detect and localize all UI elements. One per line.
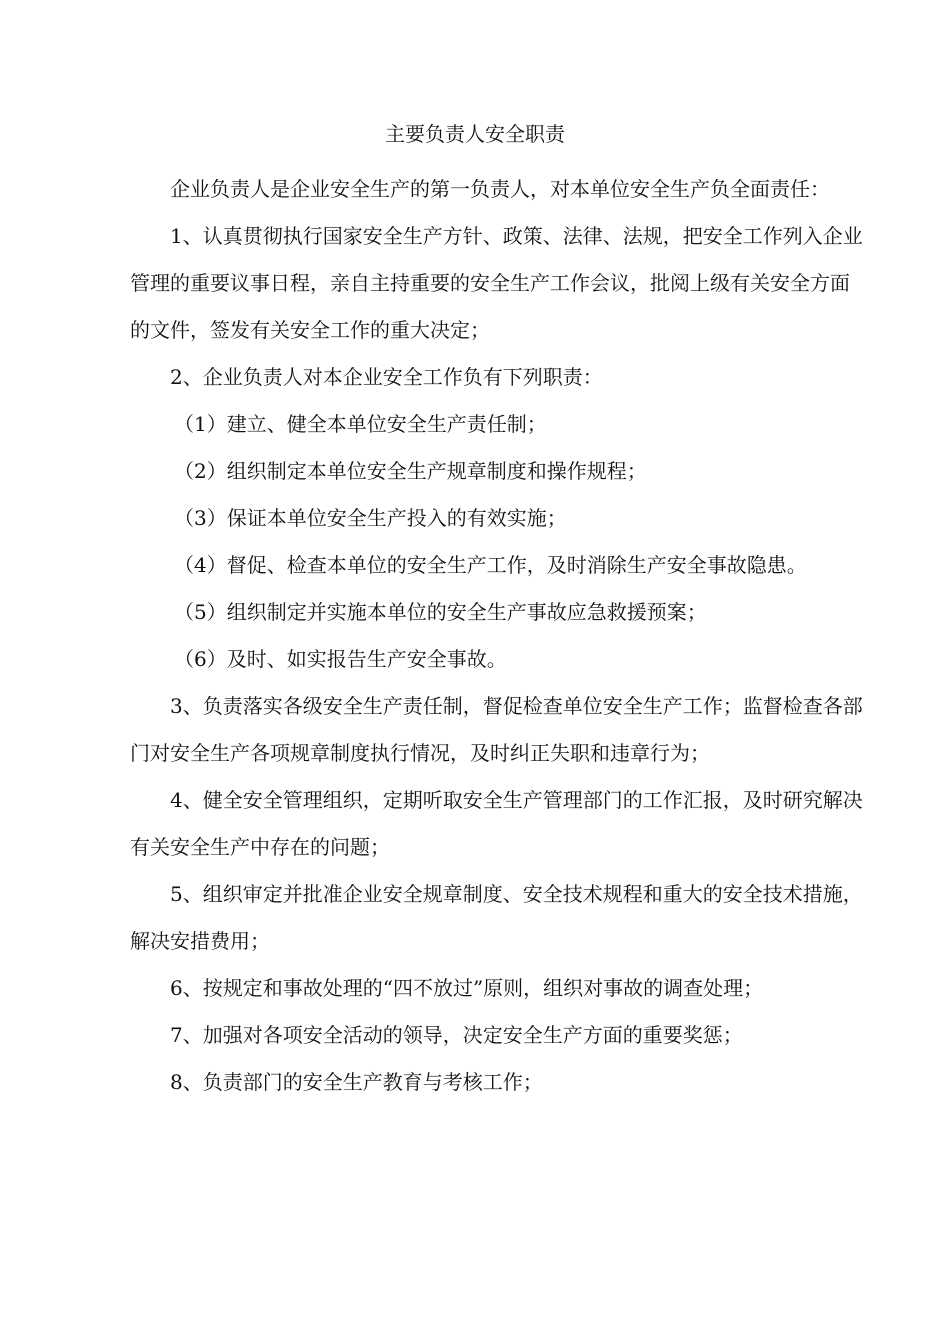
- intro-paragraph: 企业负责人是企业安全生产的第一负责人，对本单位安全生产负全面责任：: [170, 177, 830, 201]
- clause-8: 8、负责部门的安全生产教育与考核工作；: [170, 1070, 543, 1094]
- sub-item-2: （2）组织制定本单位安全生产规章制度和操作规程；: [174, 459, 647, 483]
- clause-4: 4、健全安全管理组织，定期听取安全生产管理部门的工作汇报，及时研究解决有关安全生产中存在的问题；: [130, 788, 863, 859]
- sub-item-5: （5）组织制定并实施本单位的安全生产事故应急救援预案；: [174, 600, 707, 624]
- document-body: [130, 166, 865, 1106]
- sub-item-4: （4）督促、检查本单位的安全生产工作，及时消除生产安全事故隐患。: [174, 553, 807, 577]
- clause-6: 6、按规定和事故处理的“四不放过”原则，组织对事故的调查处理；: [170, 976, 764, 1000]
- clause-3: 3、负责落实各级安全生产责任制，督促检查单位安全生产工作；监督检查各部门对安全生产各项规章制度执行情况，及时纠正失职和违章行为；: [130, 694, 863, 765]
- sub-item-6: （6）及时、如实报告生产安全事故。: [174, 647, 507, 671]
- sub-item-3: （3）保证本单位安全生产投入的有效实施；: [174, 506, 567, 530]
- clause-5: 5、组织审定并批准企业安全规章制度、安全技术规程和重大的安全技术措施，解决安措费用；: [130, 882, 863, 953]
- clause-1: 1、认真贯彻执行国家安全生产方针、政策、法律、法规，把安全工作列入企业管理的重要议事日程，亲自主持重要的安全生产工作会议，批阅上级有关安全方面的文件，签发有关安全工作的重大决定；: [130, 224, 863, 342]
- clause-2: 2、企业负责人对本企业安全工作负有下列职责：: [170, 365, 603, 389]
- sub-item-1: （1）建立、健全本单位安全生产责任制；: [174, 412, 547, 436]
- clause-7: 7、加强对各项安全活动的领导，决定安全生产方面的重要奖惩；: [170, 1023, 743, 1047]
- document-title: 主要负责人安全职责: [385, 122, 565, 146]
